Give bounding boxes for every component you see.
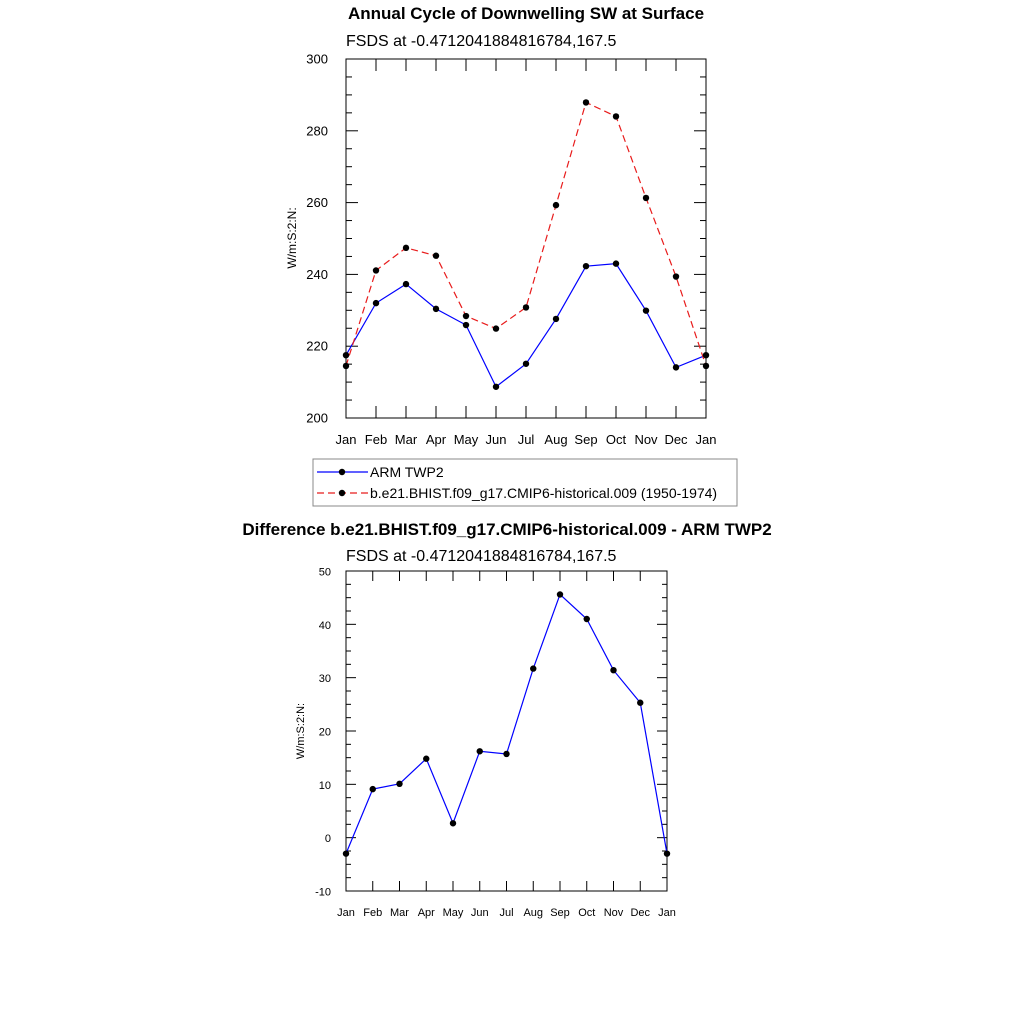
series-1-point bbox=[523, 304, 529, 310]
series-0-point bbox=[584, 616, 590, 622]
series-0-point bbox=[370, 786, 376, 792]
y-tick-label: 280 bbox=[306, 123, 328, 139]
x-tick-label: Jun bbox=[485, 432, 507, 447]
x-tick-label: May bbox=[453, 432, 479, 447]
series-0-point bbox=[664, 850, 670, 856]
chart-subtitle: FSDS at -0.4712041884816784,167.5 bbox=[346, 33, 617, 50]
series-0-point bbox=[450, 820, 456, 826]
y-tick-label: 0 bbox=[324, 833, 331, 846]
y-tick-label: -10 bbox=[315, 886, 331, 899]
y-tick-label: 300 bbox=[306, 51, 328, 67]
x-tick-label: Jan bbox=[335, 432, 357, 447]
series-0-point bbox=[553, 316, 559, 322]
x-tick-label: Jul bbox=[517, 432, 535, 447]
plot-frame bbox=[346, 571, 667, 891]
x-tick-label: Sep bbox=[574, 432, 598, 447]
series-line-0 bbox=[346, 264, 706, 387]
legend-marker-arm bbox=[339, 469, 345, 475]
legend-entry-arm: ARM TWP2 bbox=[370, 464, 444, 480]
series-1-point bbox=[433, 253, 439, 259]
series-1-point bbox=[553, 202, 559, 208]
series-1-point bbox=[403, 245, 409, 251]
x-tick-label: Apr bbox=[417, 907, 435, 919]
series-0-point bbox=[503, 751, 509, 757]
x-tick-label: Jan bbox=[337, 907, 355, 919]
x-tick-label: Sep bbox=[550, 907, 570, 919]
y-tick-label: 240 bbox=[306, 266, 328, 282]
x-tick-label: Feb bbox=[363, 907, 383, 919]
series-1-point bbox=[343, 363, 349, 369]
x-tick-label: Mar bbox=[390, 907, 409, 919]
series-0-point bbox=[583, 263, 589, 269]
x-tick-label: May bbox=[442, 907, 464, 919]
series-0-point bbox=[610, 667, 616, 673]
series-0-point bbox=[703, 352, 709, 358]
series-1-point bbox=[583, 99, 589, 105]
series-0-point bbox=[557, 591, 563, 597]
x-tick-label: Jul bbox=[499, 907, 514, 919]
y-tick-label: 260 bbox=[306, 195, 328, 211]
series-0-point bbox=[403, 281, 409, 287]
series-1-point bbox=[493, 325, 499, 331]
chart-title: Annual Cycle of Downwelling SW at Surface bbox=[347, 4, 705, 23]
series-0-point bbox=[523, 361, 529, 367]
x-tick-label: Apr bbox=[425, 432, 447, 447]
plot-area bbox=[315, 567, 676, 920]
y-tick-label: 10 bbox=[318, 779, 331, 792]
y-tick-label: 220 bbox=[306, 338, 328, 354]
x-tick-label: Aug bbox=[544, 432, 568, 447]
series-0-point bbox=[673, 364, 679, 370]
series-0-point bbox=[643, 307, 649, 313]
series-line-0 bbox=[346, 594, 667, 853]
series-0-point bbox=[613, 260, 619, 266]
series-0-point bbox=[463, 322, 469, 328]
series-1-point bbox=[613, 113, 619, 119]
series-1-point bbox=[643, 195, 649, 201]
y-tick-label: 200 bbox=[306, 410, 328, 426]
legend-marker-model bbox=[339, 490, 345, 496]
x-tick-label: Jun bbox=[470, 907, 489, 919]
chart-title: Difference b.e21.BHIST.f09_g17.CMIP6-historical.009 - ARM TWP2 bbox=[242, 520, 772, 539]
series-0-point bbox=[433, 306, 439, 312]
x-tick-label: Aug bbox=[523, 907, 544, 919]
series-1-point bbox=[463, 313, 469, 319]
series-0-point bbox=[637, 700, 643, 706]
x-tick-label: Nov bbox=[634, 432, 658, 447]
y-tick-label: 20 bbox=[318, 726, 331, 739]
chart-subtitle: FSDS at -0.4712041884816784,167.5 bbox=[346, 548, 617, 565]
x-tick-label: Oct bbox=[578, 907, 596, 919]
y-tick-label: 30 bbox=[318, 673, 331, 686]
y-tick-label: 40 bbox=[318, 619, 331, 632]
series-line-1 bbox=[346, 102, 706, 366]
y-axis-label: W/m:S:2:N: bbox=[295, 702, 307, 760]
series-0-point bbox=[493, 384, 499, 390]
y-tick-label: 50 bbox=[318, 566, 331, 579]
plot-area bbox=[306, 52, 716, 448]
annual-cycle-chart bbox=[285, 4, 716, 447]
series-1-point bbox=[703, 363, 709, 369]
x-tick-label: Mar bbox=[394, 432, 418, 447]
series-1-point bbox=[673, 273, 679, 279]
series-0-point bbox=[343, 850, 349, 856]
series-0-point bbox=[530, 665, 536, 671]
series-0-point bbox=[396, 781, 402, 787]
x-tick-label: Oct bbox=[605, 432, 627, 447]
x-tick-label: Dec bbox=[664, 432, 688, 447]
x-tick-label: Jan bbox=[658, 907, 676, 919]
series-1-point bbox=[373, 267, 379, 273]
legend-entry-model: b.e21.BHIST.f09_g17.CMIP6-historical.009 (1950-1974) bbox=[370, 485, 718, 501]
legend bbox=[313, 459, 737, 506]
x-tick-label: Nov bbox=[603, 907, 624, 919]
series-0-point bbox=[423, 756, 429, 762]
series-0-point bbox=[477, 748, 483, 754]
x-tick-label: Feb bbox=[364, 432, 388, 447]
difference-chart bbox=[242, 520, 771, 919]
x-tick-label: Dec bbox=[630, 907, 651, 919]
series-0-point bbox=[343, 352, 349, 358]
series-0-point bbox=[373, 300, 379, 306]
x-tick-label: Jan bbox=[695, 432, 717, 447]
y-axis-label: W/m:S:2:N: bbox=[285, 207, 299, 269]
